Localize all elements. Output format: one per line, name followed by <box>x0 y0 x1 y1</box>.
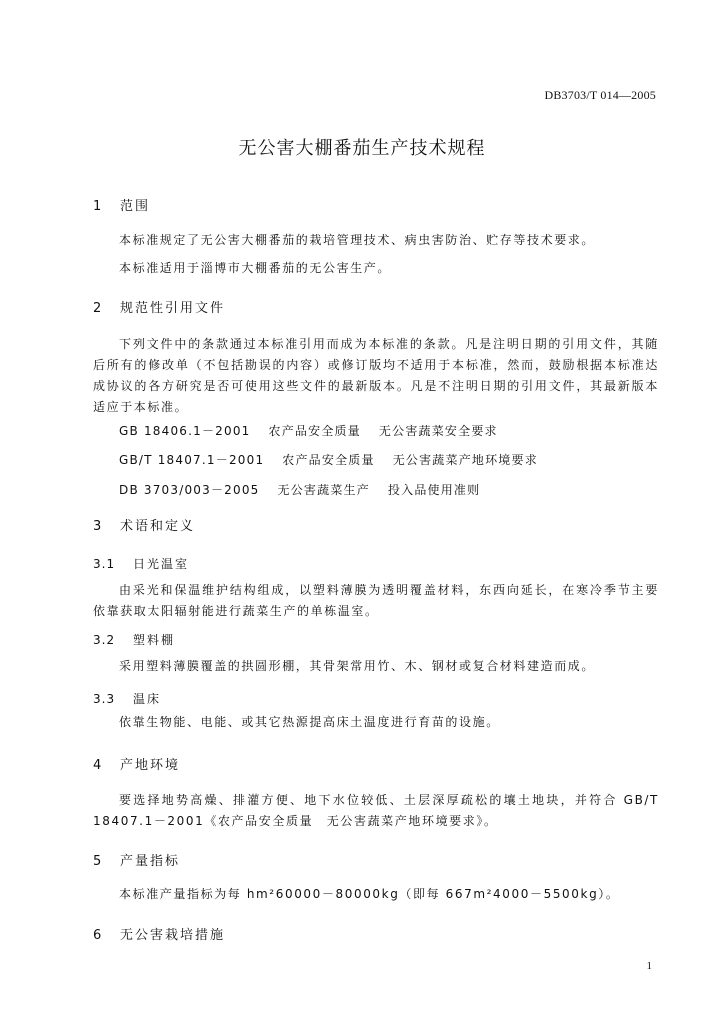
section-1-paragraph-1: 本标准规定了无公害大棚番茄的栽培管理技术、病虫害防治、贮存等技术要求。 <box>119 233 596 247</box>
reference-name: 农产品安全质量 <box>268 424 361 438</box>
subsection-number: 3.3 <box>93 692 116 706</box>
section-title: 范围 <box>120 199 151 214</box>
reference-desc: 无公害蔬菜产地环境要求 <box>392 453 538 467</box>
subsection-title: 日光温室 <box>133 557 190 571</box>
subsection-3-3-text: 依靠生物能、电能、或其它热源提高床土温度进行育苗的设施。 <box>119 715 500 729</box>
reference-name: 无公害蔬菜生产 <box>277 483 370 497</box>
page-title: 无公害大棚番茄生产技术规程 <box>238 138 486 159</box>
section-title: 术语和定义 <box>120 519 196 534</box>
section-1-paragraph-2: 本标准适用于淄博市大棚番茄的无公害生产。 <box>119 261 392 275</box>
subsection-title: 塑料棚 <box>133 633 176 647</box>
reference-code: DB 3703/003－2005 <box>119 483 260 497</box>
reference-item <box>119 481 480 498</box>
subsection-3-2-heading <box>93 631 175 648</box>
section-number: 2 <box>93 301 102 316</box>
subsection-number: 3.1 <box>93 557 116 571</box>
section-number: 4 <box>93 758 102 773</box>
section-number: 3 <box>93 519 102 534</box>
reference-desc: 无公害蔬菜安全要求 <box>378 424 498 438</box>
section-title: 无公害栽培措施 <box>120 928 226 943</box>
subsection-3-3-heading <box>93 690 161 707</box>
section-4-paragraph: 要选择地势高燥、排灌方便、地下水位较低、土层深厚疏松的壤土地块，并符合 GB/T 18407.1－2001《农产品安全质量 无公害蔬菜产地环境要求》。 <box>93 793 659 828</box>
section-number: 6 <box>93 928 102 943</box>
reference-code: GB/T 18407.1－2001 <box>119 453 265 467</box>
section-title: 产量指标 <box>120 854 181 869</box>
reference-name: 农产品安全质量 <box>282 453 375 467</box>
reference-code: GB 18406.1－2001 <box>119 424 251 438</box>
section-5-paragraph: 本标准产量指标为每 hm²60000－80000kg（即每 667m²4000－5500kg）。 <box>119 887 620 901</box>
section-2-paragraph: 下列文件中的条款通过本标准引用而成为本标准的条款。凡是注明日期的引用文件，其随后所有的修改单（不包括勘误的内容）或修订版均不适用于本标准，然而，鼓励根据本标准达成协议的各方研究是否可使用这些文件的最新版本。凡是不注明日期的引用文件，其最新版本适应于本标准。 <box>93 337 659 414</box>
subsection-3-1-heading <box>93 555 189 572</box>
subsection-title: 温床 <box>133 692 162 706</box>
reference-desc: 投入品使用准则 <box>387 483 481 497</box>
section-number: 5 <box>93 854 102 869</box>
subsection-number: 3.2 <box>93 633 116 647</box>
section-4-heading <box>93 754 180 773</box>
section-title: 产地环境 <box>120 758 181 773</box>
reference-item <box>119 422 498 439</box>
section-title: 规范性引用文件 <box>120 301 226 316</box>
subsection-3-2-text: 采用塑料薄膜覆盖的拱圆形棚，其骨架常用竹、木、钢材或复合材料建造而成。 <box>119 659 596 673</box>
section-1-heading <box>93 195 150 214</box>
page-number: 1 <box>646 960 652 972</box>
reference-item <box>119 451 538 468</box>
subsection-3-1-text: 由采光和保温维护结构组成，以塑料薄膜为透明覆盖材料，东西向延长，在寒冷季节主要依靠获取太阳辐射能进行蔬菜生产的单栋温室。 <box>93 583 659 618</box>
section-6-heading <box>93 924 225 943</box>
document-number: DB3703/T 014—2005 <box>544 88 656 102</box>
section-5-heading <box>93 850 180 869</box>
section-3-heading <box>93 515 195 534</box>
section-number: 1 <box>93 199 102 214</box>
section-2-heading <box>93 297 225 316</box>
